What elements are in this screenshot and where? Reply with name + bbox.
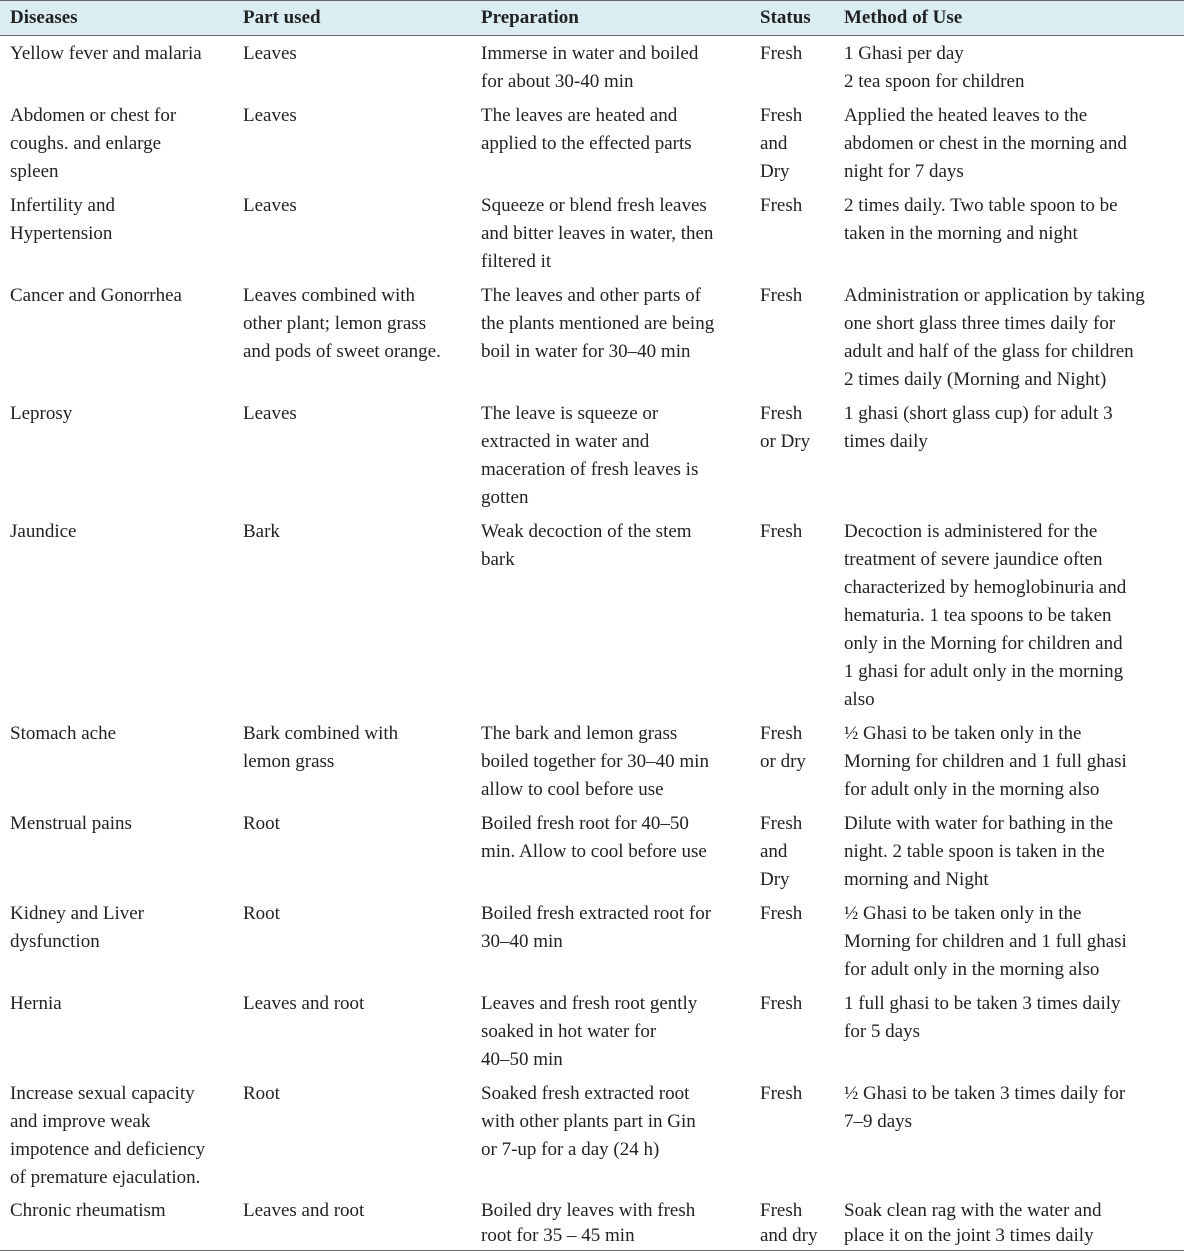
cell-part-used: Leaves [243, 105, 297, 126]
cell-disease: Abdomen or chest for coughs. and enlarge spleen [10, 105, 177, 182]
cell-method: Decoction is administered for the treatment of severe jaundice often characterized by hemoglobinuria and hematuria. 1 tea spoons to be taken only in the Morning for children and 1 ghasi for adult only in the morning also [844, 521, 1127, 710]
cell-preparation: Boiled fresh extracted root for 30–40 min [481, 903, 712, 952]
cell-part-used: Leaves [243, 403, 297, 424]
cell-preparation: The leave is squeeze or extracted in water and maceration of fresh leaves is gotten [481, 403, 699, 508]
cell-method: ½ Ghasi to be taken only in the Morning for children and 1 full ghasi for adult only in the morning also [844, 903, 1127, 980]
cell-method: Dilute with water for bathing in the night. 2 table spoon is taken in the morning and Night [844, 813, 1114, 890]
table-row [0, 397, 1184, 515]
cell-method: Administration or application by taking one short glass three times daily for adult and half of the glass for children 2 times daily (Morning and Night) [844, 285, 1145, 390]
cell-disease: Increase sexual capacity and improve weak impotence and deficiency of premature ejaculation. [10, 1083, 206, 1188]
cell-preparation: Leaves and fresh root gently soaked in hot water for 40–50 min [481, 993, 698, 1070]
cell-status: Fresh [760, 43, 803, 64]
cell-status: Fresh [760, 903, 803, 924]
header-diseases: Diseases [10, 7, 78, 28]
cell-method: 2 times daily. Two table spoon to be taken in the morning and night [844, 195, 1118, 244]
cell-preparation: The leaves are heated and applied to the effected parts [481, 105, 692, 154]
cell-preparation: Immerse in water and boiled for about 30-40 min [481, 43, 699, 92]
cell-disease: Cancer and Gonorrhea [10, 285, 182, 306]
table-row [0, 807, 1184, 897]
cell-disease: Infertility and Hypertension [10, 195, 115, 244]
header-preparation: Preparation [481, 7, 579, 28]
cell-part-used: Leaves [243, 43, 297, 64]
table-row [0, 1077, 1184, 1195]
header-method-of-use: Method of Use [844, 7, 963, 28]
cell-preparation: Boiled fresh root for 40–50 min. Allow to cool before use [481, 813, 707, 862]
cell-disease: Kidney and Liver dysfunction [10, 903, 145, 952]
cell-method: 1 full ghasi to be taken 3 times daily for 5 days [844, 993, 1121, 1042]
cell-disease: Yellow fever and malaria [10, 43, 202, 64]
cell-part-used: Leaves [243, 195, 297, 216]
table-row [0, 279, 1184, 397]
header-status: Status [760, 7, 811, 28]
cell-preparation: Boiled dry leaves with fresh root for 35 – 45 min [471, 1195, 750, 1251]
cell-part-used: Root [243, 1083, 280, 1104]
cell-preparation: Squeeze or blend fresh leaves and bitter leaves in water, then filtered it [481, 195, 714, 272]
cell-status: Fresh [760, 195, 803, 216]
cell-preparation: Weak decoction of the stem bark [481, 521, 692, 570]
cell-disease: Leprosy [10, 403, 73, 424]
cell-disease: Jaundice [10, 521, 77, 542]
cell-status: Fresh [760, 993, 803, 1014]
cell-disease: Hernia [10, 993, 62, 1014]
cell-part-used: Leaves and root [233, 1195, 471, 1251]
cell-status: Fresh and Dry [760, 105, 803, 182]
table-row [0, 515, 1184, 717]
table-row [0, 36, 1184, 100]
cell-method: Applied the heated leaves to the abdomen or chest in the morning and night for 7 days [844, 105, 1127, 182]
table-row [0, 987, 1184, 1077]
cell-status: Fresh [760, 1083, 803, 1104]
cell-preparation: The bark and lemon grass boiled together for 30–40 min allow to cool before use [481, 723, 709, 800]
cell-part-used: Bark combined with lemon grass [243, 723, 399, 772]
cell-part-used: Leaves and root [243, 993, 365, 1014]
header-part-used: Part used [243, 7, 321, 28]
cell-status: Fresh or Dry [760, 403, 811, 452]
cell-status: Fresh and dry [750, 1195, 834, 1251]
cell-disease: Chronic rheumatism [0, 1195, 233, 1251]
cell-disease: Menstrual pains [10, 813, 132, 834]
cell-part-used: Leaves combined with other plant; lemon grass and pods of sweet orange. [243, 285, 441, 362]
table-row [0, 189, 1184, 279]
cell-method: ½ Ghasi to be taken only in the Morning for children and 1 full ghasi for adult only in the morning also [844, 723, 1127, 800]
cell-status: Fresh or dry [760, 723, 806, 772]
cell-status: Fresh [760, 285, 803, 306]
cell-preparation: Soaked fresh extracted root with other plants part in Gin or 7-up for a day (24 h) [481, 1083, 696, 1160]
cell-method: ½ Ghasi to be taken 3 times daily for 7–9 days [844, 1083, 1126, 1132]
table-row [0, 717, 1184, 807]
cell-disease: Stomach ache [10, 723, 117, 744]
cell-status: Fresh [760, 521, 803, 542]
cell-part-used: Root [243, 903, 280, 924]
cell-part-used: Root [243, 813, 280, 834]
cell-preparation: The leaves and other parts of the plants mentioned are being boil in water for 30–40 min [481, 285, 715, 362]
table-header-row [0, 1, 1184, 36]
cell-method: 1 ghasi (short glass cup) for adult 3 times daily [844, 403, 1113, 452]
cell-method: Soak clean rag with the water and place it on the joint 3 times daily [834, 1195, 1184, 1251]
cell-status: Fresh and Dry [760, 813, 803, 890]
table-row [0, 1195, 1184, 1251]
table-row [0, 897, 1184, 987]
table-row [0, 99, 1184, 189]
cell-method: 1 Ghasi per day 2 tea spoon for children [844, 43, 1025, 92]
cell-part-used: Bark [243, 521, 280, 542]
